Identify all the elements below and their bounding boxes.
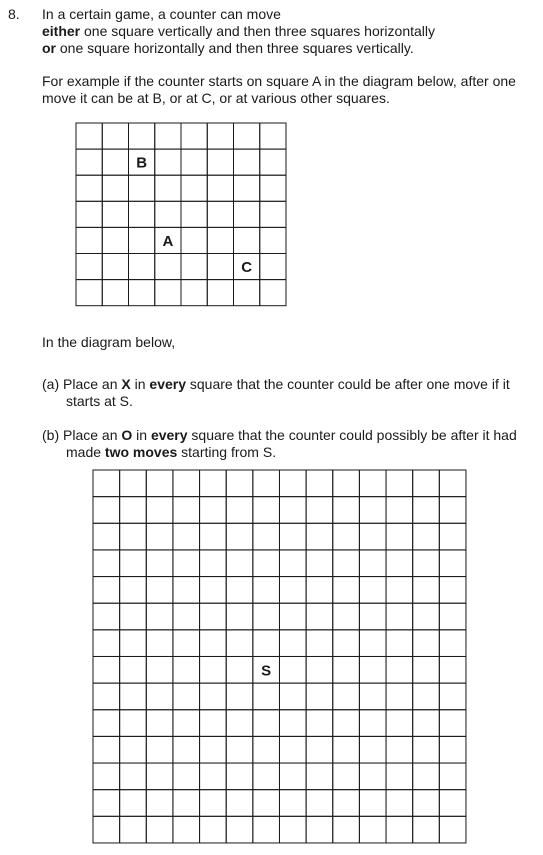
part-a-every: every (149, 376, 186, 392)
example-grid-square (76, 149, 102, 175)
part-b-rest: square that the counter could possibly be after it had (187, 427, 517, 443)
example-grid-square (76, 123, 102, 149)
example-grid-square (102, 149, 128, 175)
example-grid-square (181, 201, 207, 227)
example-grid-square (129, 175, 155, 201)
diagram-intro: In the diagram below, (42, 334, 176, 350)
part-b-two-moves: two moves (104, 444, 178, 460)
example-grid-square (102, 227, 128, 253)
example-grid-square (155, 280, 181, 306)
example-grid-square (260, 280, 286, 306)
example-grid-square (234, 175, 260, 201)
or-rest: one square horizontally and then three squares vertically. (56, 40, 414, 56)
question-number: 8. (8, 6, 20, 22)
example-grid-square (207, 123, 233, 149)
part-b-every: every (150, 427, 188, 443)
example-grid-square (207, 280, 233, 306)
example-grid-square (234, 280, 260, 306)
example-grid-square (181, 227, 207, 253)
either-rest: one square vertically and then three squares horizontally (80, 23, 435, 39)
example-grid-label-a: A (162, 232, 174, 250)
part-b-line2-b: starting from S. (177, 444, 277, 460)
example-grid-square (234, 123, 260, 149)
example-grid-label-c: C (241, 259, 253, 277)
example-grid-square (234, 227, 260, 253)
example-grid-square (129, 227, 155, 253)
example-grid-square (260, 227, 286, 253)
example-grid-square (207, 254, 233, 280)
example-grid-square (260, 175, 286, 201)
part-a-x: X (121, 376, 131, 392)
example-grid-square (129, 280, 155, 306)
part-b-in: in (132, 427, 151, 443)
example-grid-square (102, 201, 128, 227)
example-grid-square (260, 254, 286, 280)
example-grid-square (181, 149, 207, 175)
example-grid-square (181, 280, 207, 306)
part-a-in: in (130, 376, 150, 392)
example-grid-square (181, 254, 207, 280)
example-grid-square (155, 123, 181, 149)
part-b-label: (b) Place an (42, 427, 122, 443)
example-grid-square (207, 201, 233, 227)
question-intro: In a certain game, a counter can move (42, 6, 281, 22)
example-grid-square (155, 175, 181, 201)
example-grid-square (76, 175, 102, 201)
part-b-line2-a: made (66, 444, 105, 460)
example-grid-square (260, 123, 286, 149)
example-grid-square (260, 149, 286, 175)
example-grid-square (181, 175, 207, 201)
example-grid-square (102, 254, 128, 280)
either-word: either (42, 23, 81, 39)
example-grid-square (181, 123, 207, 149)
example-grid-square (76, 227, 102, 253)
example-grid-label-b: B (136, 154, 148, 172)
example-grid-square (129, 254, 155, 280)
example-grid-square (155, 254, 181, 280)
example-grid-square (76, 254, 102, 280)
example-text-line2: move it can be at B, or at C, or at various other squares. (42, 90, 390, 106)
example-grid-square (102, 280, 128, 306)
example-grid-square (155, 149, 181, 175)
example-grid-square (234, 201, 260, 227)
example-text-line1: For example if the counter starts on square A in the diagram below, after one (42, 73, 516, 89)
example-grid-square (76, 280, 102, 306)
or-word: or (42, 40, 56, 56)
example-grid-square (102, 175, 128, 201)
example-grid-square (207, 149, 233, 175)
example-grid-square (129, 201, 155, 227)
example-grid-square (129, 123, 155, 149)
example-grid-square (207, 175, 233, 201)
main-grid-label-s: S (261, 662, 272, 680)
part-a-label: (a) Place an (42, 376, 122, 392)
part-b-o: O (121, 427, 133, 443)
part-a-line2: starts at S. (66, 393, 133, 409)
example-grid-square (102, 123, 128, 149)
example-grid-square (260, 201, 286, 227)
example-grid-square (207, 227, 233, 253)
example-grid-square (155, 201, 181, 227)
example-grid-square (76, 201, 102, 227)
example-grid-square (234, 149, 260, 175)
part-a-rest: square that the counter could be after one move if it (186, 376, 510, 392)
